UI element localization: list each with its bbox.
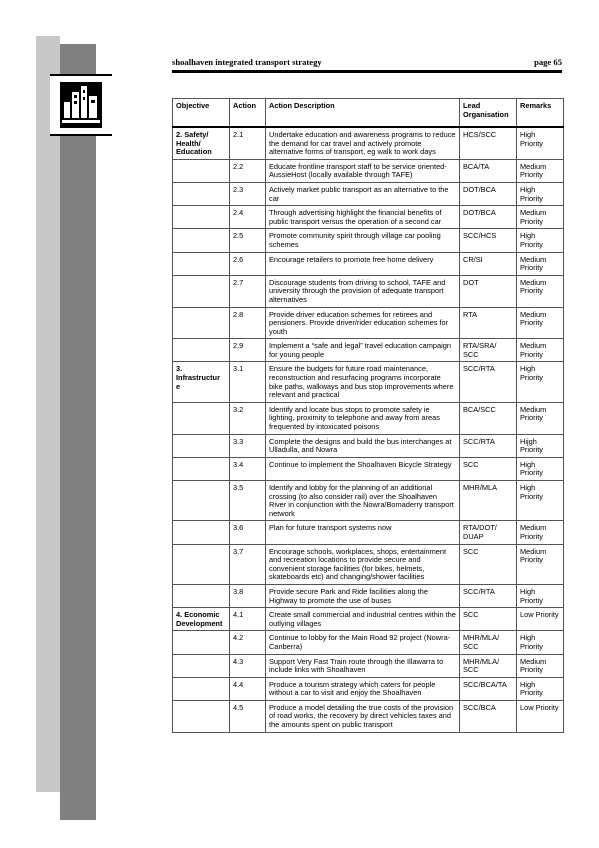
document-title: shoalhaven integrated transport strategy [172,57,322,67]
action-description-cell: Promote community spirit through village car pooling schemes [266,229,460,252]
action-description-cell: Implement a “safe and legal” travel education campaign for young people [266,339,460,362]
remarks-cell: Medium Priority [517,252,564,275]
objective-cell: 3. Infrastructur e [173,362,230,402]
action-description-cell: Through advertising highlight the financial benefits of public transport versus the operation of a second car [266,206,460,229]
objective-cell [173,521,230,544]
action-number-cell: 2.5 [230,229,266,252]
column-header: Action [230,99,266,128]
remarks-cell: Low Priority [517,608,564,631]
action-description-cell: Continue to implement the Shoalhaven Bicycle Strategy [266,457,460,480]
table-row [173,521,564,544]
table-row [173,275,564,307]
lead-organisation-cell: SCC [460,457,517,480]
objective-cell [173,307,230,339]
table-row [173,434,564,457]
action-number-cell: 2.8 [230,307,266,339]
remarks-cell: High Priority [517,362,564,402]
side-bar-dark [60,44,96,820]
action-description-cell: Identify and lobby for the planning of an additional crossing (to also consider rail) over the Shoalhaven River in conjunction with the Nowra/Bomaderry transport network [266,481,460,521]
table-row [173,584,564,607]
table-row [173,700,564,732]
remarks-cell: High Priority [517,457,564,480]
objective-cell: 2. Safety/ Health/ Education [173,127,230,159]
lead-organisation-cell: SCC [460,544,517,584]
remarks-cell: High Priority [517,631,564,654]
table-row [173,339,564,362]
objective-cell [173,700,230,732]
town-buildings-logo-icon [60,82,102,128]
table-row [173,544,564,584]
objective-cell [173,544,230,584]
action-description-cell: Identify and locate bus stops to promote safety ie lighting, proximity to telephone and away from areas frequented by intoxicated poisons [266,402,460,434]
lead-organisation-cell: MHR/MLA [460,481,517,521]
action-number-cell: 3.7 [230,544,266,584]
objective-cell [173,631,230,654]
action-number-cell: 4.1 [230,608,266,631]
remarks-cell: Medium Priority [517,544,564,584]
action-number-cell: 2.6 [230,252,266,275]
lead-organisation-cell: DOT/BCA [460,206,517,229]
lead-organisation-cell: BCA/SCC [460,402,517,434]
remarks-cell: Medium Priority [517,654,564,677]
column-header: Remarks [517,99,564,128]
action-description-cell: Encourage schools, workplaces, shops, entertainment and recreation locations to provide secure and convenient storage facilities (for bikes, helmets, skateboards etc) and changing/shower facilities [266,544,460,584]
table-row [173,127,564,159]
objective-cell [173,402,230,434]
action-description-cell: Create small commercial and industrial centres within the outlying villages [266,608,460,631]
page-header [172,56,562,73]
lead-organisation-cell: SCC/BCA/TA [460,677,517,700]
action-number-cell: 2.3 [230,182,266,205]
lead-organisation-cell: CR/SI [460,252,517,275]
objective-cell [173,584,230,607]
action-description-cell: Support Very Fast Train route through the Illawarra to include links with Shoalhaven [266,654,460,677]
objective-cell [173,654,230,677]
objective-cell [173,457,230,480]
table-row [173,252,564,275]
lead-organisation-cell: BCA/TA [460,159,517,182]
remarks-cell: Medium Priority [517,307,564,339]
action-number-cell: 2.7 [230,275,266,307]
remarks-cell: High Priority [517,127,564,159]
table-row [173,307,564,339]
action-number-cell: 2.1 [230,127,266,159]
table-row [173,608,564,631]
objective-cell [173,434,230,457]
action-number-cell: 4.5 [230,700,266,732]
remarks-cell: High Priority [517,481,564,521]
action-number-cell: 3.2 [230,402,266,434]
action-number-cell: 4.2 [230,631,266,654]
objective-cell [173,159,230,182]
objective-cell [173,229,230,252]
remarks-cell: Medium Priority [517,275,564,307]
column-header: Objective [173,99,230,128]
lead-organisation-cell: DOT [460,275,517,307]
remarks-cell: Low Priority [517,700,564,732]
objective-cell [173,275,230,307]
remarks-cell: Medium Priority [517,206,564,229]
remarks-cell: Hijgh Priority [517,434,564,457]
table-row [173,206,564,229]
lead-organisation-cell: SCC/RTA [460,434,517,457]
table-row [173,677,564,700]
remarks-cell: Medium Priority [517,521,564,544]
table-row [173,631,564,654]
action-number-cell: 4.3 [230,654,266,677]
action-number-cell: 3.8 [230,584,266,607]
action-description-cell: Educate frontline transport staff to be service oriented-AussieHost (locally available through TAFE) [266,159,460,182]
action-number-cell: 3.3 [230,434,266,457]
table-row [173,457,564,480]
objective-cell [173,206,230,229]
lead-organisation-cell: RTA/SRA/ SCC [460,339,517,362]
remarks-cell: High Priority [517,182,564,205]
table-row [173,159,564,182]
objective-cell: 4. Economic Development [173,608,230,631]
lead-organisation-cell: HCS/SCC [460,127,517,159]
lead-organisation-cell: SCC/RTA [460,362,517,402]
action-description-cell: Encourage retailers to promote free home delivery [266,252,460,275]
action-number-cell: 2.2 [230,159,266,182]
lead-organisation-cell: RTA [460,307,517,339]
table-body [173,127,564,732]
action-number-cell: 3.6 [230,521,266,544]
action-number-cell: 2.4 [230,206,266,229]
action-number-cell: 3.1 [230,362,266,402]
lead-organisation-cell: DOT/BCA [460,182,517,205]
remarks-cell: Medium Priority [517,159,564,182]
action-description-cell: Discourage students from driving to school, TAFE and university through the provision of adequate transport alternatives [266,275,460,307]
remarks-cell: Medium Priority [517,402,564,434]
remarks-cell: High Priority [517,229,564,252]
column-header: Action Description [266,99,460,128]
side-bar-light [36,36,60,792]
action-description-cell: Produce a model detailing the true costs of the provision of road works, the recovery by direct vehicles taxes and the amounts spent on public transport [266,700,460,732]
table-header-row [173,99,564,128]
column-header: Lead Organisation [460,99,517,128]
logo [50,74,112,136]
lead-organisation-cell: MHR/MLA/ SCC [460,654,517,677]
action-description-cell: Produce a tourism strategy which caters for people without a car to visit and enjoy the Shoalhaven [266,677,460,700]
objective-cell [173,252,230,275]
lead-organisation-cell: RTA/DOT/ DUAP [460,521,517,544]
table-row [173,182,564,205]
lead-organisation-cell: MHR/MLA/ SCC [460,631,517,654]
action-description-cell: Continue to lobby for the Main Road 92 project (Nowra-Canberra) [266,631,460,654]
table-row [173,402,564,434]
action-table [172,98,564,733]
action-description-cell: Plan for future transport systems now [266,521,460,544]
objective-cell [173,677,230,700]
table-row [173,481,564,521]
lead-organisation-cell: SCC/HCS [460,229,517,252]
action-description-cell: Undertake education and awareness programs to reduce the demand for car travel and actively promote alternative forms of transport, eg walk to work days [266,127,460,159]
objective-cell [173,182,230,205]
page-number: page 65 [534,57,562,67]
remarks-cell: Medium Priority [517,339,564,362]
lead-organisation-cell: SCC/RTA [460,584,517,607]
lead-organisation-cell: SCC [460,608,517,631]
action-number-cell: 3.5 [230,481,266,521]
action-number-cell: 3.4 [230,457,266,480]
objective-cell [173,481,230,521]
action-description-cell: Provide driver education schemes for retirees and pensioners. Provide driver/rider education schemes for youth [266,307,460,339]
action-description-cell: Ensure the budgets for future road maintenance, reconstruction and resurfacing programs incorporate bike paths, walkways and bus stop improvements where relevant and practical [266,362,460,402]
action-number-cell: 2.9 [230,339,266,362]
lead-organisation-cell: SCC/BCA [460,700,517,732]
remarks-cell: High Priortiy [517,584,564,607]
action-number-cell: 4.4 [230,677,266,700]
table-row [173,654,564,677]
action-description-cell: Complete the designs and build the bus interchanges at Ulladulla, and Nowra [266,434,460,457]
remarks-cell: High Priority [517,677,564,700]
table-row [173,362,564,402]
action-description-cell: Actively market public transport as an alternative to the car [266,182,460,205]
table-row [173,229,564,252]
action-description-cell: Provide secure Park and Ride facilities along the Highway to promote the use of buses [266,584,460,607]
objective-cell [173,339,230,362]
